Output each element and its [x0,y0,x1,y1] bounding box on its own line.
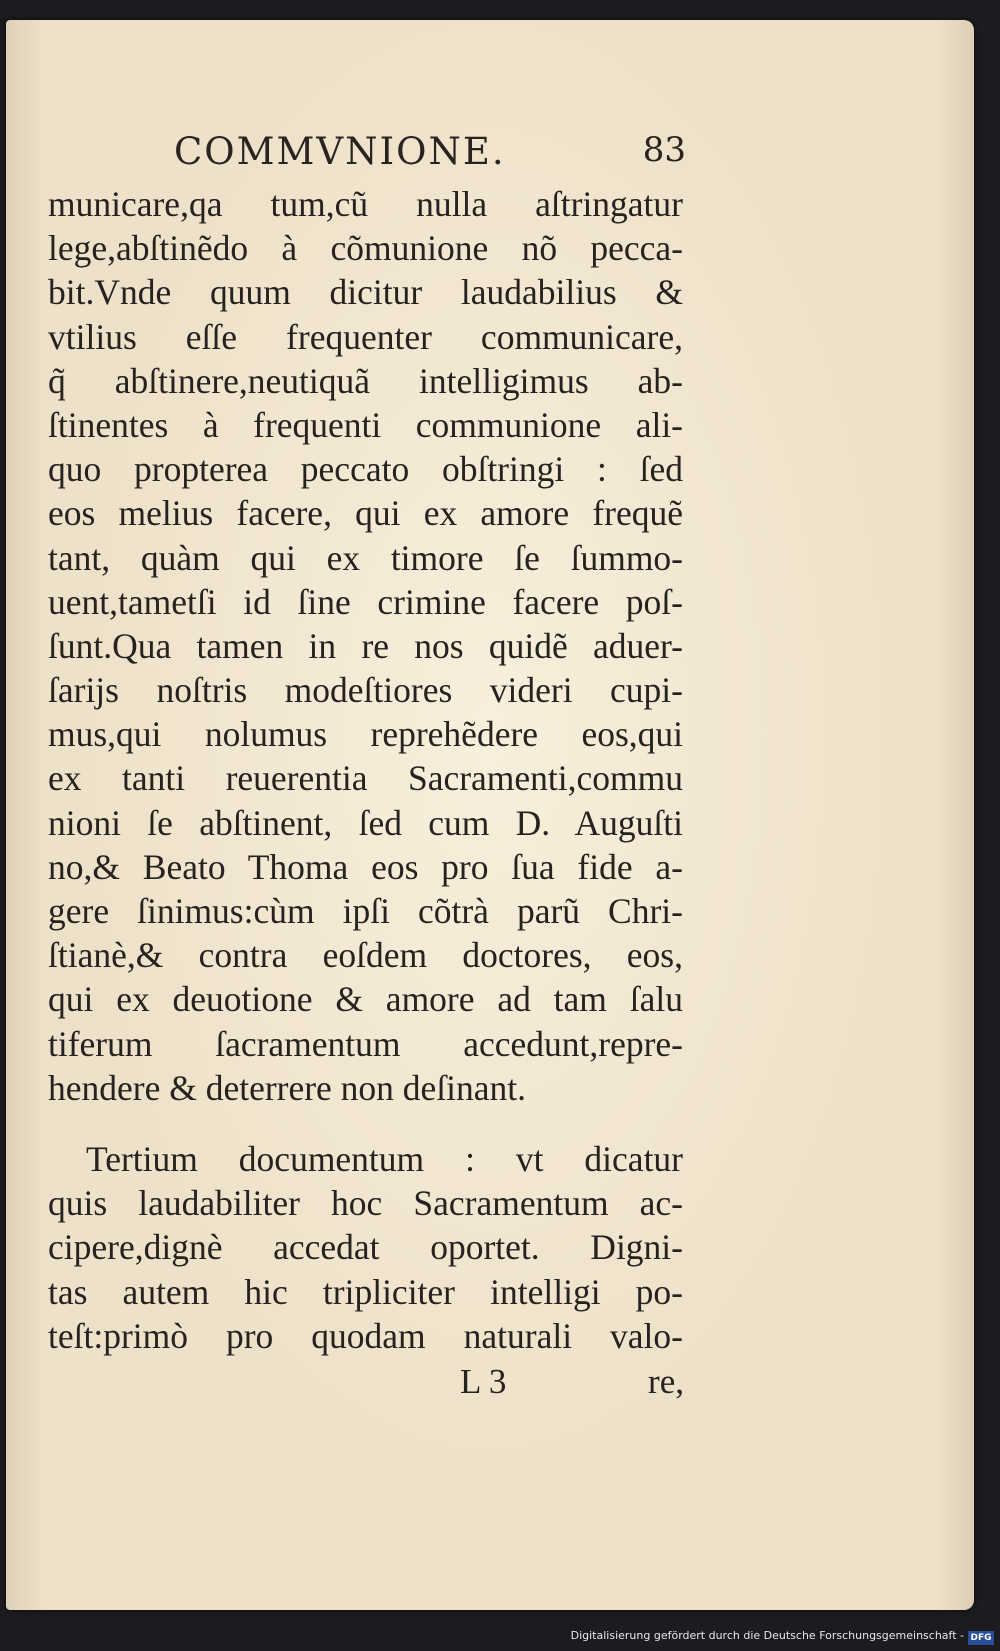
text-line: Tertium documentum : vt dicatur [86,1139,683,1179]
text-line: lege,abſtinẽdo à cõmunione nõ pecca- [48,228,683,269]
page-footer [446,1362,686,1412]
text-line: quis laudabiliter hoc Sacramentum ac- [48,1183,683,1224]
catchword: re, [648,1362,684,1401]
paragraph-1 [48,182,683,1110]
text-line: nioni ſe abſtinent, ſed cum D. Auguſti [48,802,683,843]
paragraph-2 [48,1137,683,1358]
text-line: hendere & deterrere non deſinant. [48,1067,527,1108]
text-line: gere ſinimus:cùm ipſi cõtrà parũ Chri- [48,891,683,931]
text-line: ſunt.Qua tamen in re nos quidẽ aduer- [48,625,683,666]
text-line: municare,qa tum,cũ nulla aſtringatur [48,184,683,224]
text-line: qui ex deuotione & amore ad tam ſalu [48,979,683,1020]
running-title: COMMVNIONE. [174,130,506,173]
text-line: ex tanti reuerentia Sacramenti,commu [48,758,683,799]
book-page [6,20,974,1610]
text-line: cipere,dignè accedat oportet. Digni- [48,1227,683,1268]
dfg-logo-icon: DFG [968,1631,994,1645]
text-line: vtilius eſſe frequenter communicare, [48,316,683,357]
text-line: eos melius facere, qui ex amore frequẽ [48,493,683,534]
signature-mark: L 3 [460,1362,507,1401]
text-line: ſtianè,& contra eoſdem doctores, eos, [48,935,683,976]
digitization-credit: Digitalisierung gefördert durch die Deutsche Forschungsgemeinschaft - [570,1629,964,1642]
text-line: no,& Beato Thoma eos pro ſua fide a- [48,846,683,887]
page-number: 83 [642,130,686,170]
text-line: quo propterea peccato obſtringi : ſed [48,449,683,490]
text-line: mus,qui nolumus reprehẽdere eos,qui [48,714,683,755]
text-line: tiferum ſacramentum accedunt,repre- [48,1023,683,1064]
text-line: uent,tametſi id ſine crimine facere poſ- [48,581,683,622]
text-line: ſarijs noſtris modeſtiores videri cupi- [48,670,683,711]
text-line: bit.Vnde quum dicitur laudabilius & [48,272,683,313]
text-line: ſtinentes à frequenti communione ali- [48,404,683,445]
text-line: tant, quàm qui ex timore ſe ſummo- [48,537,683,578]
text-line: teſt:primò pro quodam naturali valo- [48,1315,683,1356]
text-line: tas autem hic tripliciter intelligi po- [48,1271,683,1312]
page-header [166,112,686,172]
text-line: q̃ abſtinere,neutiquã intelligimus ab- [48,360,683,401]
